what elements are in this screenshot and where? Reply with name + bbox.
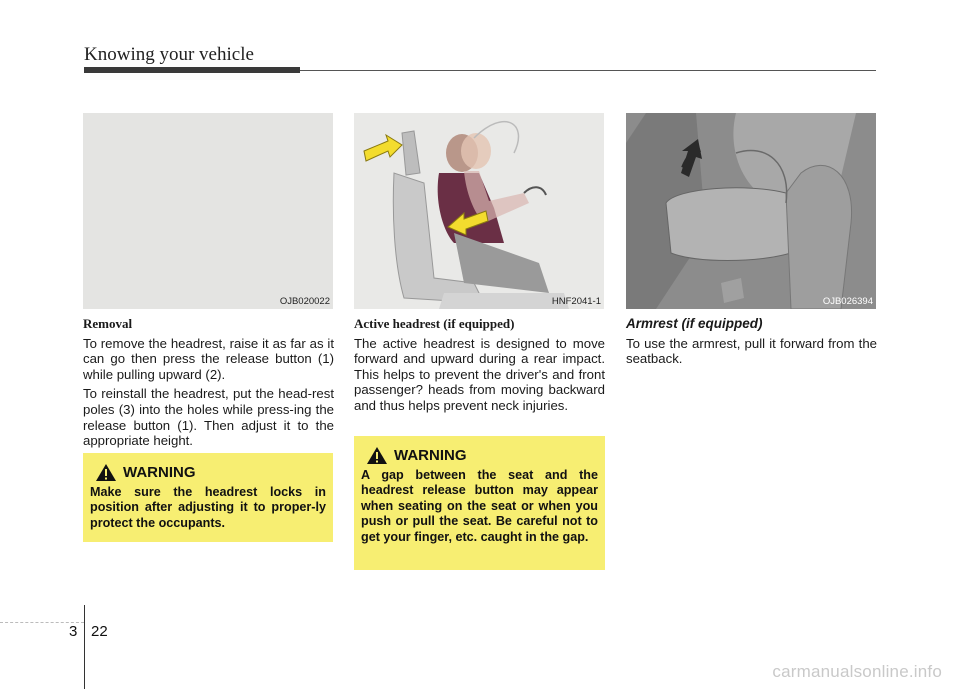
chapter-number: 3 <box>69 623 78 640</box>
warning-box-headrest-lock <box>83 453 333 542</box>
arrow-forward-icon <box>364 135 402 161</box>
active-headrest-heading: Active headrest (if equipped) <box>354 316 515 331</box>
page-number: 22 <box>91 623 108 640</box>
figure-code: OJB020022 <box>279 296 330 307</box>
armrest-paragraph: To use the armrest, pull it forward from the seatback. <box>626 335 877 367</box>
warning-text: A gap between the seat and the headrest release button may appear when seating on the seat or when you push or pull the seat. Be careful not to get your finger, etc. caught in the gap. <box>361 468 598 544</box>
figure-armrest <box>626 113 876 309</box>
active-headrest-paragraph: The active headrest is designed to move forward and upward during a rear impact. This helps to prevent the driver's and front passenger? heads from moving backward and thus helps prevent neck injuries. <box>354 335 605 413</box>
figure-headrest-removal <box>83 113 333 309</box>
removal-section <box>83 316 334 453</box>
warning-triangle-icon <box>366 446 388 465</box>
warning-label: WARNING <box>123 464 196 481</box>
header-rule <box>300 70 876 71</box>
warning-text: Make sure the headrest locks in position after adjusting it to proper-ly protect the occupants. <box>90 485 326 530</box>
armrest-section <box>626 316 877 371</box>
armrest-illustration <box>626 113 876 309</box>
figure-code: OJB026394 <box>822 296 873 307</box>
removal-paragraph-2: To reinstall the headrest, put the head-rest poles (3) into the holes while press-ing the release button (1). Then adjust it to the appropriate height. <box>83 386 334 449</box>
section-title: Knowing your vehicle <box>84 44 254 65</box>
warning-triangle-icon <box>95 463 117 482</box>
removal-paragraph-1: To remove the headrest, raise it as far as it can go then press the release button (1) while pulling upward (2). <box>83 335 334 382</box>
figure-active-headrest <box>354 113 604 309</box>
armrest-heading: Armrest (if equipped) <box>626 316 763 331</box>
watermark: carmanualsonline.info <box>772 662 942 681</box>
removal-heading: Removal <box>83 316 133 331</box>
header-bar <box>84 67 300 73</box>
warning-label: WARNING <box>394 447 467 464</box>
footer-divider <box>84 605 85 689</box>
figure-code: HNF2041-1 <box>551 296 601 307</box>
warning-box-headrest-gap <box>354 436 605 570</box>
active-headrest-section <box>354 316 605 418</box>
active-headrest-illustration <box>354 113 604 309</box>
